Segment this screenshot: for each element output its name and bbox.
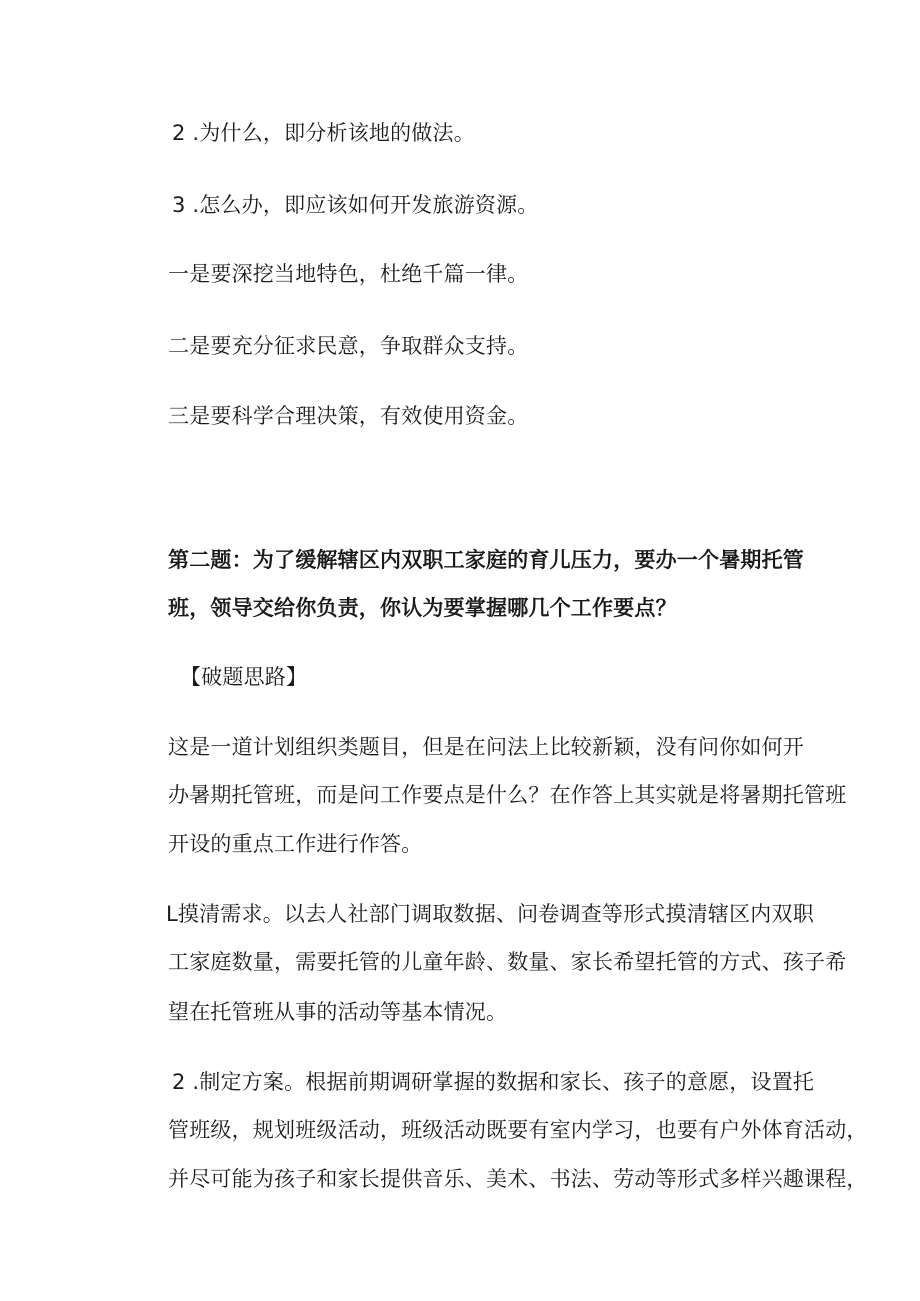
list-item-first: 一是要深挖当地特色，杜绝千篇一律。 bbox=[168, 262, 529, 286]
point2-line-2: 管班级，规划班级活动，班级活动既要有室内学习，也要有户外体育活动， bbox=[168, 1118, 868, 1142]
question-line-2: 班，领导交给你负责，你认为要掌握哪几个工作要点？ bbox=[168, 596, 677, 620]
list-item-third: 三是要科学合理决策，有效使用资金。 bbox=[168, 404, 529, 428]
section-heading: 【破题思路】 bbox=[180, 665, 308, 689]
point1-line-1: L摸清需求。以去人社部门调取数据、问卷调查等形式摸清辖区内双职 bbox=[166, 902, 814, 926]
analysis-line-2: 办暑期托管班，而是问工作要点是什么？在作答上其实就是将暑期托管班 bbox=[168, 783, 847, 807]
point1-line-3: 望在托管班从事的活动等基本情况。 bbox=[168, 1000, 508, 1024]
list-item-how: 3 .怎么办，即应该如何开发旅游资源。 bbox=[172, 193, 539, 217]
point2-line-1: 2 .制定方案。根据前期调研掌握的数据和家长、孩子的意愿，设置托 bbox=[172, 1070, 815, 1094]
point1-line-2: 工家庭数量，需要托管的儿童年龄、数量、家长希望托管的方式、孩子希 bbox=[168, 950, 847, 974]
list-item-why: 2 .为什么，即分析该地的做法。 bbox=[172, 121, 475, 145]
analysis-line-3: 开设的重点工作进行作答。 bbox=[168, 832, 423, 856]
question-line-1: 第二题：为了缓解辖区内双职工家庭的育儿压力，要办一个暑期托管 bbox=[168, 548, 804, 572]
point2-line-3: 并尽可能为孩子和家长提供音乐、美术、书法、劳动等形式多样兴趣课程， bbox=[168, 1167, 868, 1191]
list-item-second: 二是要充分征求民意，争取群众支持。 bbox=[168, 334, 529, 358]
analysis-line-1: 这是一道计划组织类题目，但是在问法上比较新颖，没有问你如何开 bbox=[168, 735, 804, 759]
